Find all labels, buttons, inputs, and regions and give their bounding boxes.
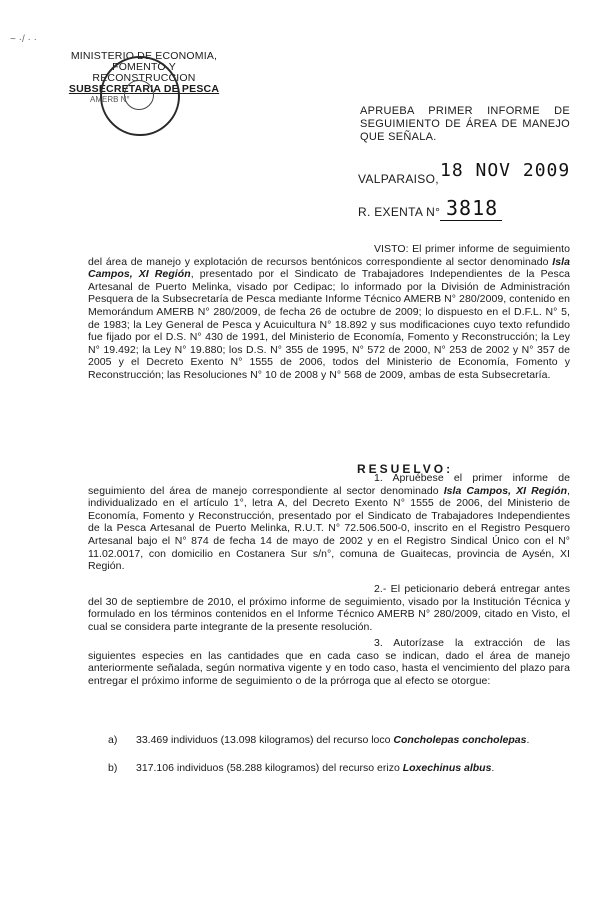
species-b-end: . [491, 762, 495, 774]
stamp-center-mark [124, 80, 154, 110]
resuelvo-item-1-body [88, 472, 570, 573]
handwritten-date: 18 NOV 2009 [440, 160, 571, 181]
species-item-a [108, 734, 568, 747]
visto-sector-name: Isla Campos, XI Región [88, 255, 570, 281]
item-1-sector-name: Isla Campos, XI Región [443, 484, 568, 497]
species-b-text: 317.106 individuos (58.288 kilogramos) del recurso erizo [136, 762, 403, 774]
official-stamp [100, 56, 180, 136]
species-a-name: Concholepas concholepas [393, 734, 527, 746]
ministry-line-2: FOMENTO Y RECONSTRUCCION [92, 61, 196, 84]
ministry-line-1: MINISTERIO DE ECONOMIA, [70, 50, 218, 62]
resolution-number: 3818 [440, 196, 502, 221]
visto-text-1: El primer informe de seguimiento del área de manejo y explotación de recursos bentónicos correspondiente al sector denominado [88, 243, 570, 268]
species-b-letter: b) [108, 762, 118, 774]
species-item-b [108, 762, 568, 775]
subsecretaria-line: SUBSECRETARIA DE PESCA [68, 83, 220, 95]
resolution-label: R. EXENTA N° [358, 205, 441, 219]
resuelvo-item-3: 3. Autorízase la extracción de las siguientes especies en las cantidades que en cada caso se indican, dado el área de manejo anteriormente señalada, según normativa vigente y en todo caso, hasta el vencimiento del plazo para entregar el próximo informe de seguimiento o de la prórroga que al efecto se otorgue: [88, 637, 570, 687]
item-1-text-2: , individualizado en el artículo 1°, letra A, del Decreto Exento N° 1555 de 2006, del Ministerio de Economía, Fomento y Reconstrucción, presentado por el Sindicato de Trabajadores Independientes de la Pesca Artesanal de Puerto Melinka, R.U.T. N° 72.506.500-0, inscrito en el Registro Pesquero Artesanal bajo el N° 874 de fecha 14 de mayo de 2002 y en el Registro Sindical Único con el N° 11.02.0017, con domicilio en Costanera Sur s/n°, comuna de Guaitecas, provincia de Aysén, XI Región. [88, 484, 570, 573]
place-label: VALPARAISO, [358, 172, 439, 186]
species-b-name: Loxechinus albus [402, 762, 492, 774]
visto-text-2: , presentado por el Sindicato de Trabajadores Independientes de la Pesca Artesanal de Puerto Melinka, visado por Cedipac; lo informado por la División de Administración Pesquera de la Subsecretaría de Pesca mediante Informe Técnico AMERB N° 280/2009, contenido en Memorándum AMERB N° 280/2009, de fecha 26 de octubre de 2009; lo dispuesto en el D.F.L. N° 5, de 1983; la Ley General de Pesca y Acuicultura N° 18.892 y sus modificaciones cuyo texto refundido fue fijado por el D.S. N° 430 de 1991, del Ministerio de Economía, Fomento y Reconstrucción; la Ley N° 19.492; la Ley N° 19.880; los D.S. N° 355 de 1995, N° 572 de 2000, N° 253 de 2002 y N° 357 de 2005 y el Decreto Exento N° 1555 de 2006, todos del Ministerio de Economía, Fomento y Reconstrucción; las Resoluciones N° 10 de 2008 y N° 568 de 2009, ambas de esta Subsecretaría. [88, 268, 571, 381]
visto-paragraph [88, 243, 570, 382]
margin-scribble: ~ ·/ · · [10, 34, 37, 45]
ref-code: AMERB N° [90, 95, 130, 104]
subject-text: APRUEBA PRIMER INFORME DE SEGUIMIENTO DE ÁREA DE MANEJO QUE SEÑALA. [360, 105, 570, 143]
resuelvo-heading: RESUELVO: [357, 462, 454, 476]
species-a-end: . [526, 734, 530, 746]
species-a-letter: a) [108, 734, 118, 746]
item-1-text-1: 1. Apruébese el primer informe de seguimiento del área de manejo correspondiente al sector denominado [88, 472, 570, 497]
species-a-text: 33.469 individuos (13.098 kilogramos) del recurso loco [136, 734, 394, 746]
resuelvo-item-2: 2.- El peticionario deberá entregar antes del 30 de septiembre de 2010, el próximo informe de seguimiento, visado por la Institución Técnica y formulado en los términos contenidos en el Informe Técnico AMERB N° 280/2009, citado en Visto, el cual se considera parte integrante de la presente resolución. [88, 583, 570, 633]
visto-lead: VISTO: [374, 243, 409, 255]
